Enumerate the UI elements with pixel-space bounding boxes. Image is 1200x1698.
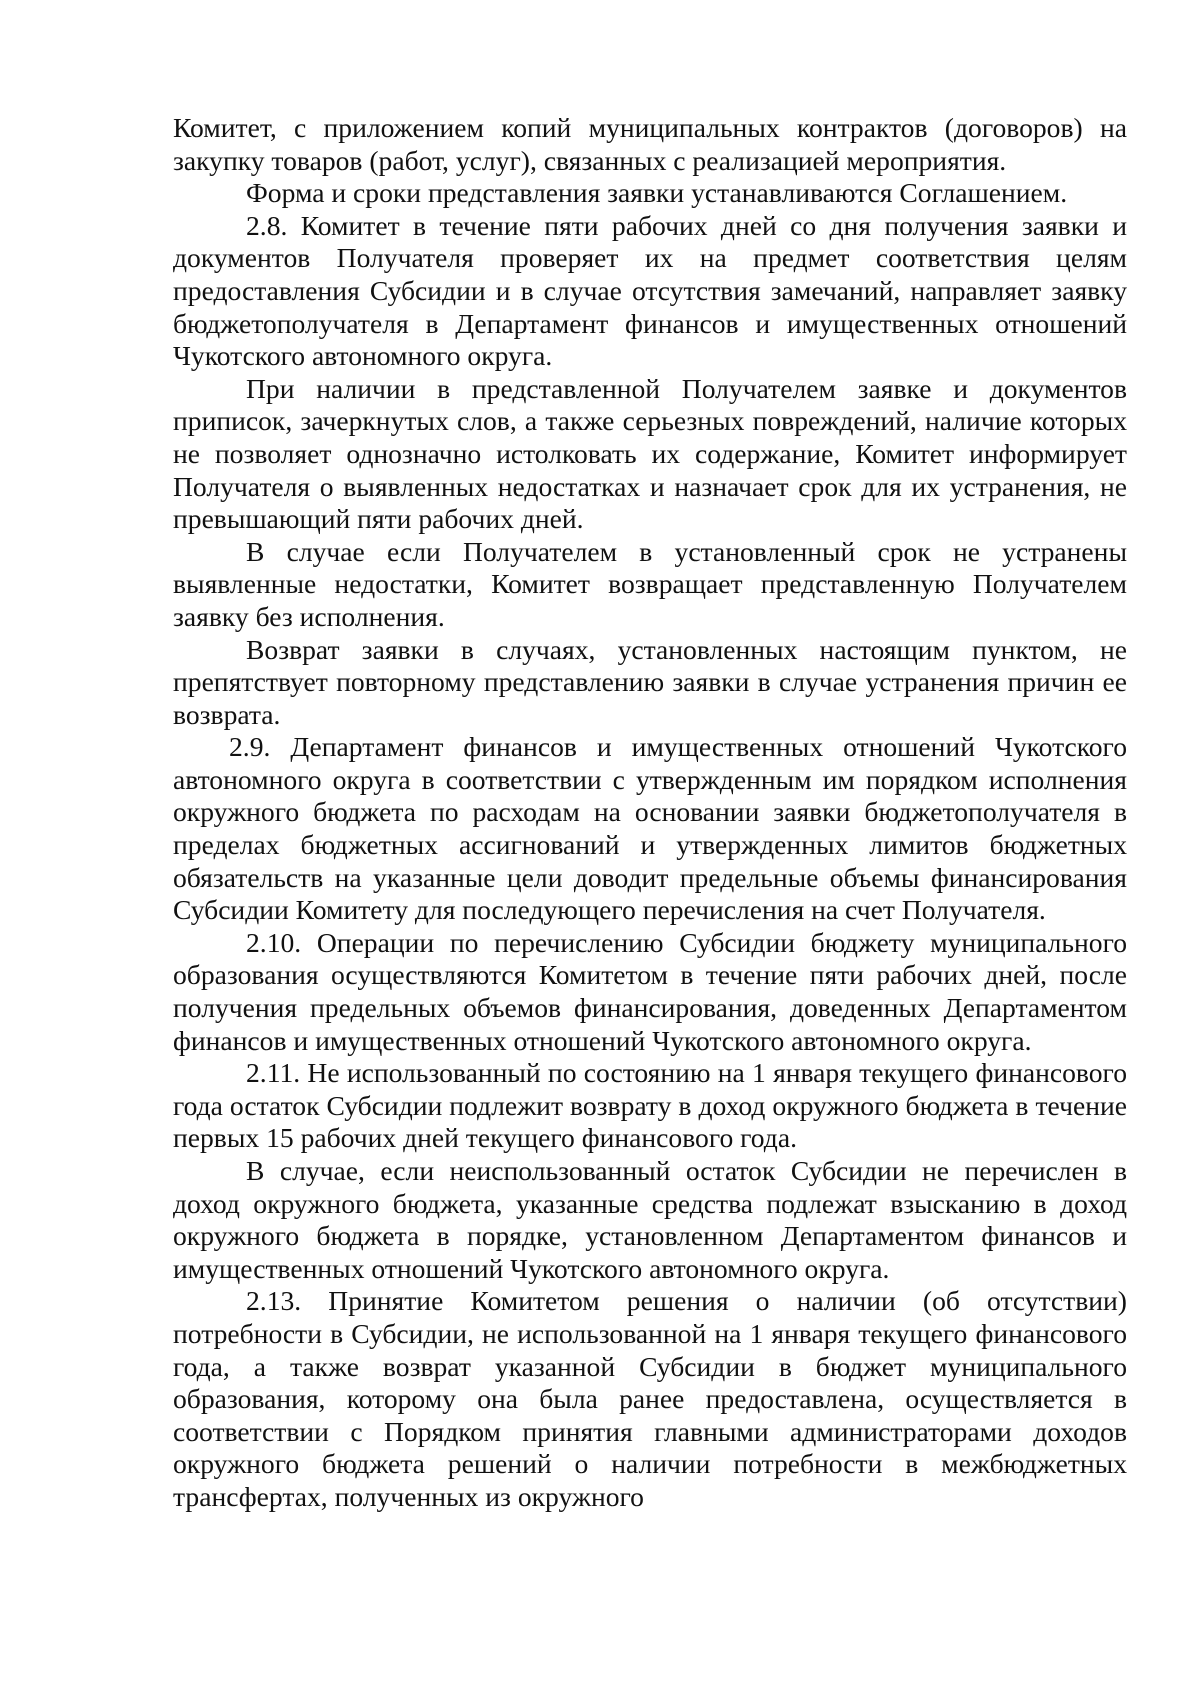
- paragraph-2-10: 2.10. Операции по перечислению Субсидии бюджету муниципального образования осуществляются Комитетом в течение пяти рабочих дней, после получения предельных объемов финансирования, доведенных Департаментом финансов и имущественных отношений Чукотского автономного округа.: [173, 926, 1127, 1056]
- paragraph-continuation: Комитет, с приложением копий муниципальных контрактов (договоров) на закупку товаров (работ, услуг), связанных с реализацией мероприятия.: [173, 112, 1127, 176]
- paragraph-2-8: 2.8. Комитет в течение пяти рабочих дней со дня получения заявки и документов Получателя проверяет их на предмет соответствия целям предоставления Субсидии и в случае отсутствия замечаний, направляет заявку бюджетополучателя в Департамент финансов и имущественных отношений Чукотского автономного округа.: [173, 209, 1127, 372]
- paragraph-unused-balance: В случае, если неиспользованный остаток Субсидии не перечислен в доход окружного бюджета, указанные средства подлежат взысканию в доход окружного бюджета в порядке, установленном Департаментом финансов и имущественных отношений Чукотского автономного округа.: [173, 1155, 1127, 1284]
- paragraph-return-application: Возврат заявки в случаях, установленных настоящим пунктом, не препятствует повторному представлению заявки в случае устранения причин ее возврата.: [173, 633, 1127, 730]
- paragraph-2-11: 2.11. Не использованный по состоянию на 1 января текущего финансового года остаток Субсидии подлежит возврату в доход окружного бюджета в течение первых 15 рабочих дней текущего финансового года.: [173, 1057, 1127, 1154]
- paragraph-not-eliminated: В случае если Получателем в установленный срок не устранены выявленные недостатки, Комитет возвращает представленную Получателем заявку без исполнения.: [173, 535, 1127, 632]
- paragraph-2-13: 2.13. Принятие Комитетом решения о наличии (об отсутствии) потребности в Субсидии, не использованной на 1 января текущего финансового года, а также возврат указанной Субсидии в бюджет муниципального образования, которому она была ранее предоставлена, осуществляется в соответствии с Порядком принятия главными администраторами доходов окружного бюджета решений о наличии потребности в межбюджетных трансфертах, полученных из окружного: [173, 1285, 1127, 1512]
- paragraph-deficiencies: При наличии в представленной Получателем заявке и документов приписок, зачеркнутых слов, а также серьезных повреждений, наличие которых не позволяет однозначно истолковать их содержание, Комитет информирует Получателя о выявленных недостатках и назначает срок для их устранения, не превышающий пяти рабочих дней.: [173, 372, 1127, 535]
- document-body: [173, 112, 1127, 1514]
- paragraph-application-form: Форма и сроки представления заявки устанавливаются Соглашением.: [246, 177, 1068, 209]
- paragraph-2-9: 2.9. Департамент финансов и имущественных отношений Чукотского автономного округа в соответствии с утвержденным им порядком исполнения окружного бюджета по расходам на основании заявки бюджетополучателя в пределах бюджетных ассигнований и утвержденных лимитов бюджетных обязательств на указанные цели доводит предельные объемы финансирования Субсидии Комитету для последующего перечисления на счет Получателя.: [173, 731, 1127, 926]
